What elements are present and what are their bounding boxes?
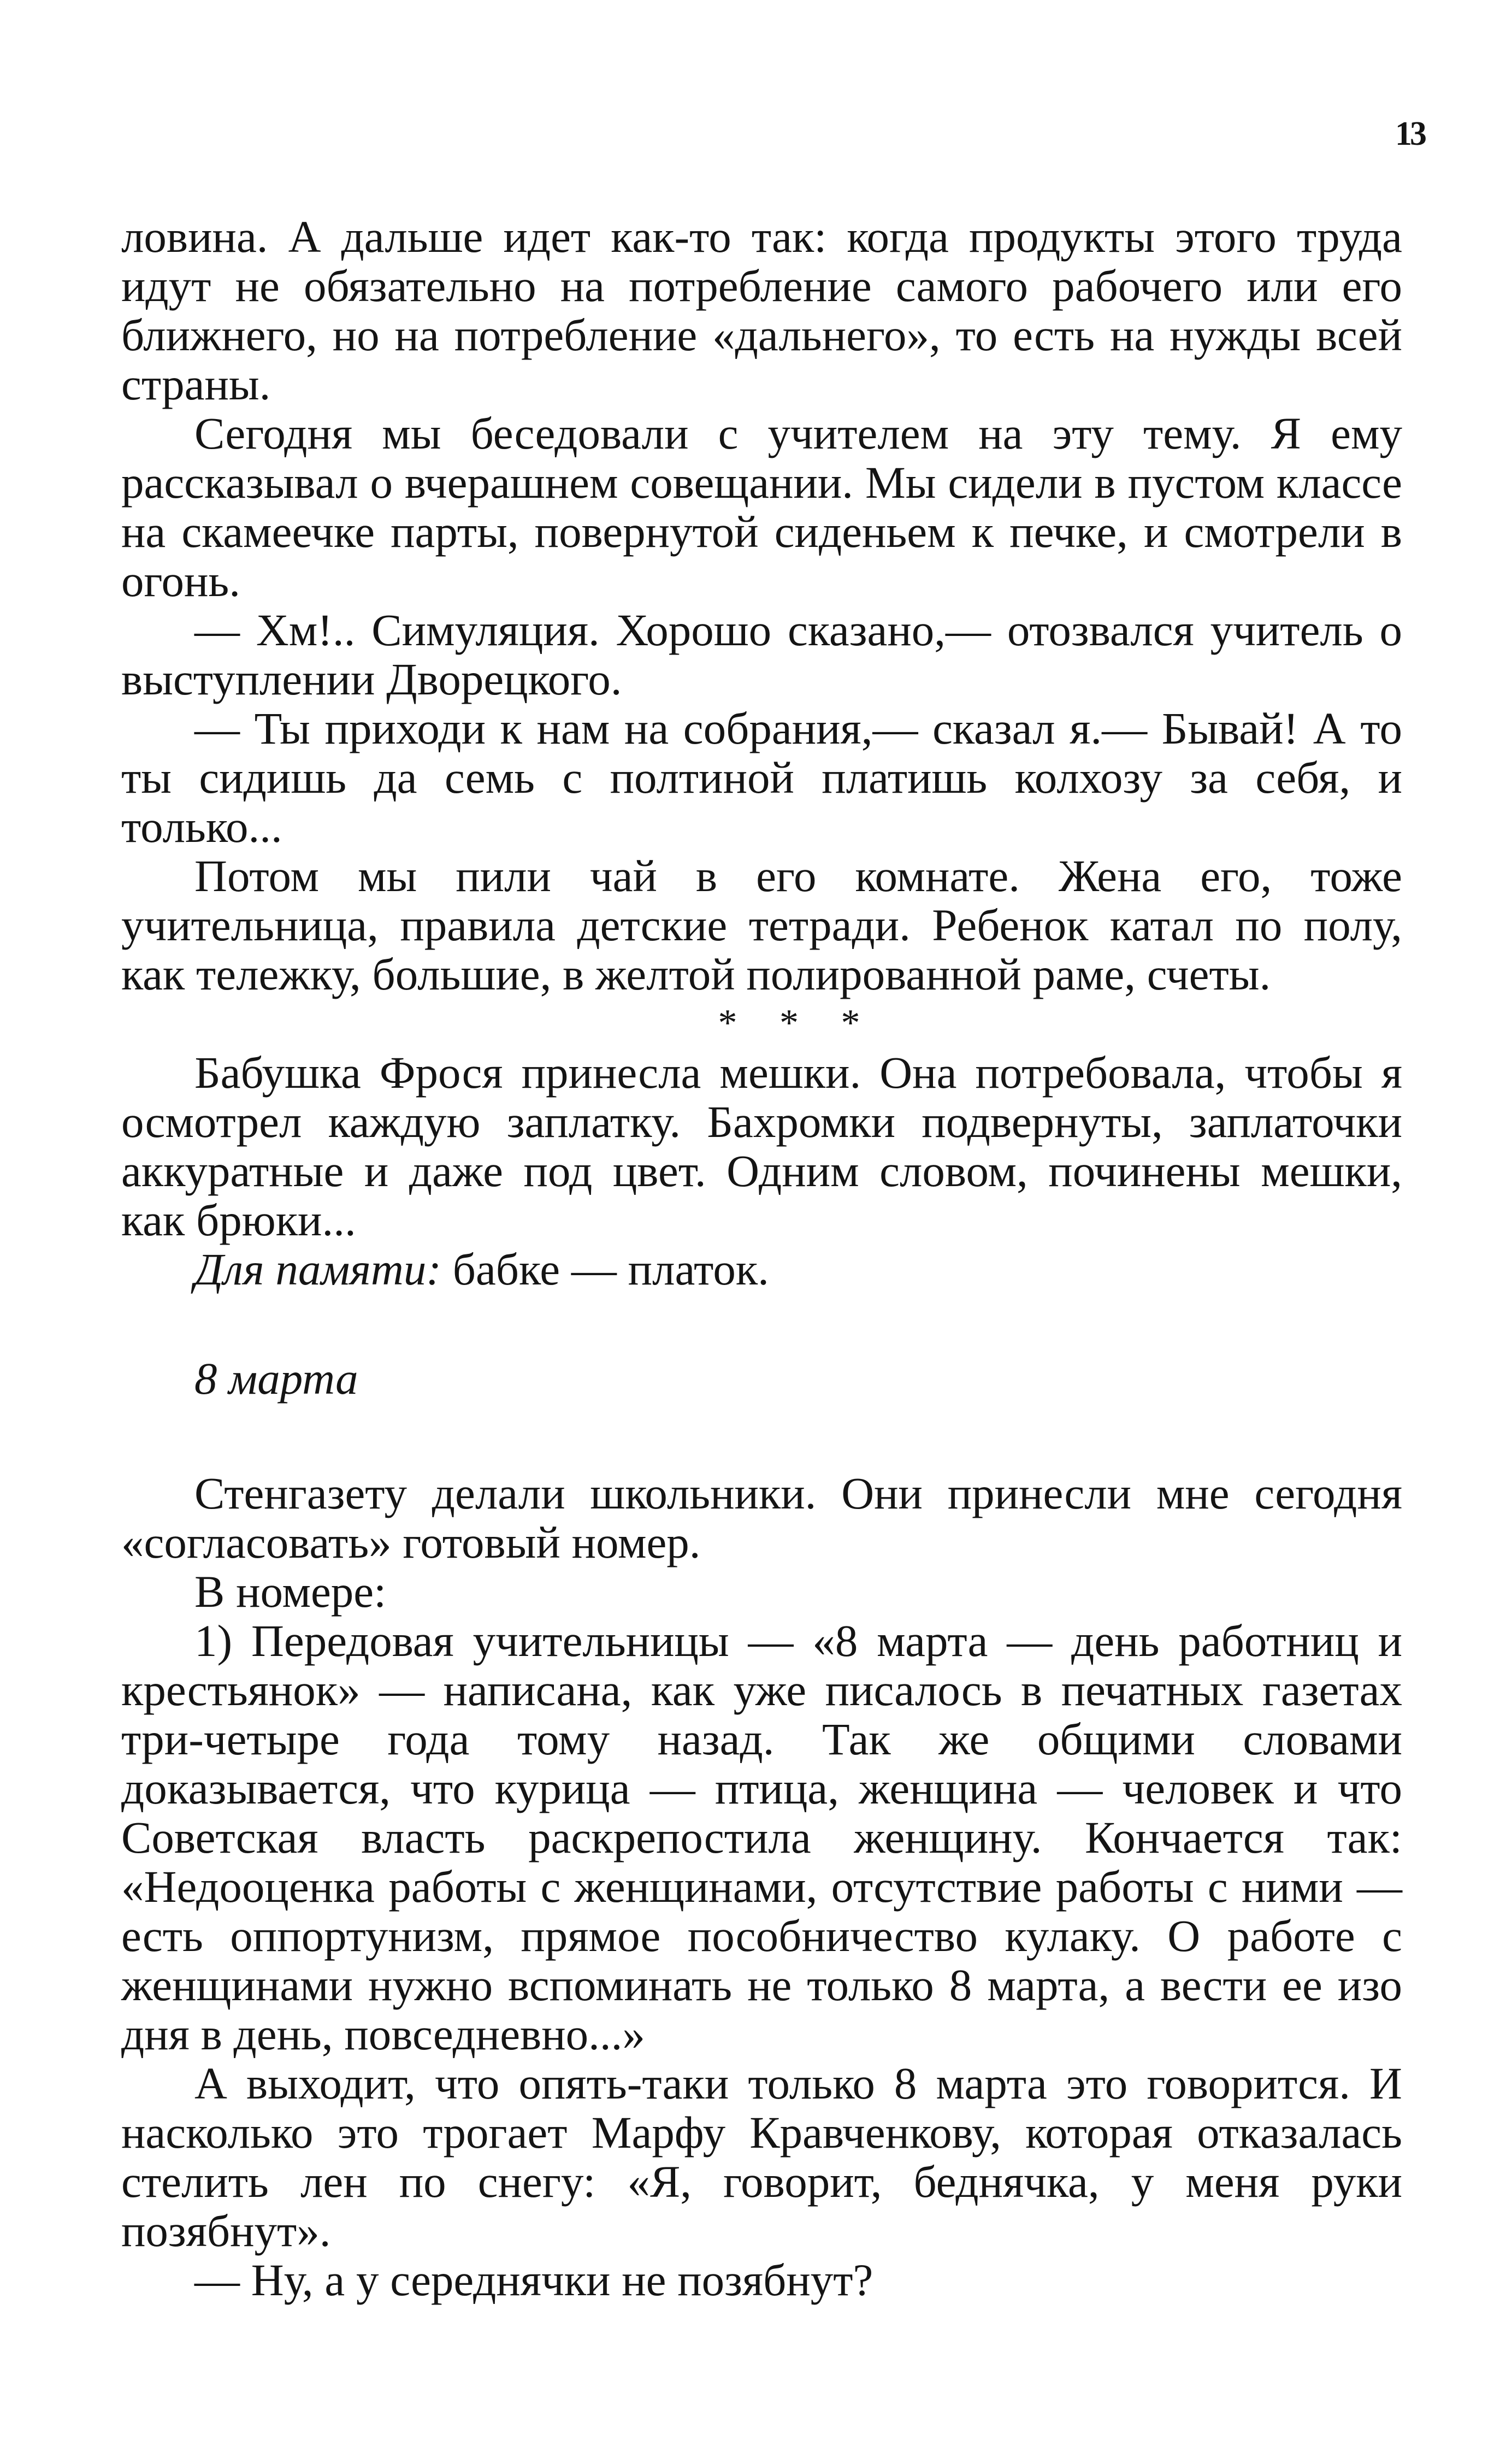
memo-label: Для памяти: xyxy=(194,1244,441,1294)
paragraph: Стенгазету делали школьники. Они принесли мне сегодня «согласовать» готовый номер. xyxy=(121,1468,1402,1567)
date-heading: 8 марта xyxy=(194,1353,358,1404)
body-text xyxy=(121,212,1402,2304)
paragraph: Сегодня мы беседовали с учителем на эту тему. Я ему рассказывал о вчерашнем совещании. Мы сидели в пустом классе на скамеечке парты, повернутой сиденьем к печке, и смотрели в огонь. xyxy=(121,408,1402,606)
paragraph: Бабушка Фрося принесла мешки. Она потребовала, чтобы я осмотрел каждую заплатку. Бахромки подвернуты, заплаточки аккуратные и даже под цвет. Одним словом, починены мешки, как брюки... xyxy=(121,1047,1402,1245)
paragraph: — Хм!.. Симуляция. Хорошо сказано,— отозвался учитель о выступлении Дворецкого. xyxy=(121,605,1402,704)
memo-text: бабке — платок. xyxy=(441,1244,769,1294)
memo-line xyxy=(121,1245,1402,1294)
paragraph: Потом мы пили чай в его комнате. Жена его, тоже учительница, правила детские тетради. Ребенок катал по полу, как тележку, большие, в желтой полированной раме, счеты. xyxy=(121,851,1402,999)
paragraph: — Ну, а у середнячки не позябнут? xyxy=(194,2255,873,2305)
paragraph: А выходит, что опять-таки только 8 марта это говорится. И насколько это трогает Марфу Кравченкову, которая отказалась стелить лен по снегу: «Я, говорит, беднячка, у меня руки позябнут». xyxy=(121,2058,1402,2256)
page-number: 13 xyxy=(1395,115,1425,152)
paragraph: ловина. А дальше идет как-то так: когда продукты этого труда идут не обязательно на потребление самого рабочего или его ближнего, но на потребление «дальнего», то есть на нужды всей страны. xyxy=(121,211,1402,409)
section-separator: * * * xyxy=(718,1002,877,1044)
paragraph: — Ты приходи к нам на собрания,— сказал я.— Бывай! А то ты сидишь да семь с полтиной платишь колхозу за себя, и только... xyxy=(121,703,1402,852)
paragraph: В номере: xyxy=(194,1566,387,1617)
paragraph: 1) Передовая учительницы — «8 марта — день работниц и крестьянок» — написана, как уже писалось в печатных газетах три-четыре года тому назад. Так же общими словами доказывается, что курица — птица, женщина — человек и что Советская власть раскрепостила женщину. Кончается так: «Недооценка работы с женщинами, отсутствие работы с ними — есть оппортунизм, прямое пособничество кулаку. О работе с женщинами нужно вспоминать не только 8 марта, а вести ее изо дня в день, повседневно...» xyxy=(121,1616,1402,2059)
